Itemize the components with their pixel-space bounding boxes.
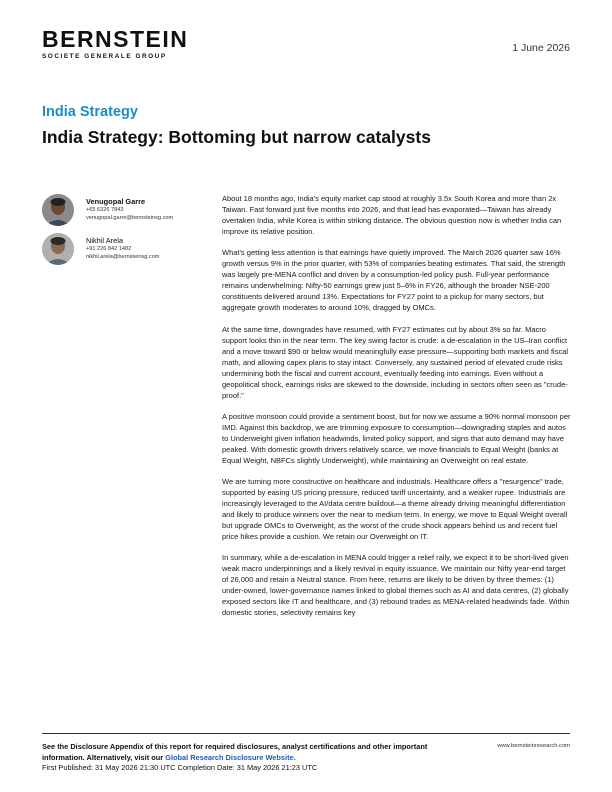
body-paragraph: We are turning more constructive on healthcare and industrials. Healthcare offers a "resurgence" trade, supported by easing US pricing pressure, reduced tariff uncertainty, and a weaker rupee. Industrials are increasingly leveraged to the AI/data centre buildout—a theme already driving meaningful differentiation and likely to produce winners over the near to medium term. In energy, we move to Equal Weight overall but upgrade OMCs to Overweight, as the worst of the crude shock appears behind us and recent fuel price hikes provide a cushion. We retain our Overweight on IT. (222, 477, 568, 542)
section-label: India Strategy (42, 104, 138, 120)
body-paragraph: About 18 months ago, India's equity market cap stood at roughly 3.5x South Korea and more than 2x Taiwan. Fast forward just five months into 2026, and that lead has evaporated—Taiwan has already overtaken India, while Korea is within striking distance. The obvious question now is whether India can improve its relative position. (222, 194, 562, 236)
disclosure-link[interactable]: Global Research Disclosure Website. (165, 752, 296, 762)
body-paragraph: What's getting less attention is that earnings have quietly improved. The March 2026 quarter saw 16% growth versus 9% in the prior quarter, with 53% of companies beating estimates. That said, the strength was largely pre-MENA conflict and driven by a consumption-led policy push. Full-year performance remains underwhelming: Nifty-50 earnings grew just 5–6% in FY26, although the broader NSE-200 constituents delivered around 13%. Expectations for FY27 point to a pickup for many sectors, but aggregate growth moderates to around 10%, dragged by OMCs. (222, 248, 566, 313)
analyst-photo (42, 233, 74, 265)
brand-subtitle: SOCIETE GENERALE GROUP (42, 53, 167, 60)
body-paragraph: A positive monsoon could provide a sentiment boost, but for now we assume a 90% normal monsoon per IMD. Against this backdrop, we are trimming exposure to consumption—downgrading staples and autos to Underweight given inflation headwinds, limited policy support, and signs that auto demand may have peaked. With domestic growth drivers relatively scarce, we move financials to Equal Weight (banks at Equal Weight, NBFCs slightly Underweight), while maintaining an Overweight on real estate. (222, 411, 571, 465)
analyst-email[interactable]: nikhil.arela@bernsteinsg.com (86, 254, 160, 260)
analyst-photo (42, 194, 74, 226)
analyst-email[interactable]: venugopal.garre@bernsteinsg.com (86, 215, 174, 221)
analyst-phone: +65 6326 7843 (86, 207, 124, 213)
body-paragraph: At the same time, downgrades have resumed, with FY27 estimates cut by about 3% so far. Macro support looks thin in the near term. The key swing factor is crude: a de-escalation in the US–Iran conflict and a move toward $90 or below would meaningfully ease pressure—supporting both markets and fiscal math, and allowing capex plans to stay intact. Conversely, any sustained period of elevated crude risks undermining both the fiscal and current account, eventually feeding into earnings. Even without a geopolitical shock, earnings risks are skewed to the downside, including in sectors often seen as "crude-proof." (222, 324, 569, 400)
body-paragraph: In summary, while a de-escalation in MENA could trigger a relief rally, we expect it to be short-lived given weak macro underpinnings and a likely revival in equity issuance. We maintain our Nifty year-end target of 26,000 and retain a Neutral stance. From here, returns are likely to be driven by three themes: (1) under-owned, lower-governance names linked to global themes such as AI and data centres, (2) globally exposed sectors like IT and healthcare, and (3) rebound trades as MENA-related headwinds fade. Within domestic stories, selectivity remains key (222, 553, 570, 618)
footer-disclosure (42, 742, 437, 774)
analyst-phone: +91 226 842 1482 (86, 246, 132, 252)
report-title: India Strategy: Bottoming but narrow catalysts (42, 127, 431, 147)
footer-url[interactable]: www.bernsteinresearch.com (497, 743, 570, 749)
brand-name: BERNSTEIN (42, 26, 189, 52)
report-body (222, 193, 572, 629)
publication-dates: First Published: 31 May 2026 21:30 UTC Completion Date: 31 May 2026 21:23 UTC (42, 763, 318, 772)
footer-divider (42, 733, 570, 734)
disclosure-text: See the Disclosure Appendix of this report for required disclosures, analyst certifications and other important information. Alternatively, visit our (42, 742, 428, 762)
analyst-name: Nikhil Arela (86, 236, 123, 245)
analyst-name: Venugopal Garre (86, 197, 146, 206)
report-date: 1 June 2026 (512, 42, 570, 54)
brand-logo (42, 28, 188, 60)
